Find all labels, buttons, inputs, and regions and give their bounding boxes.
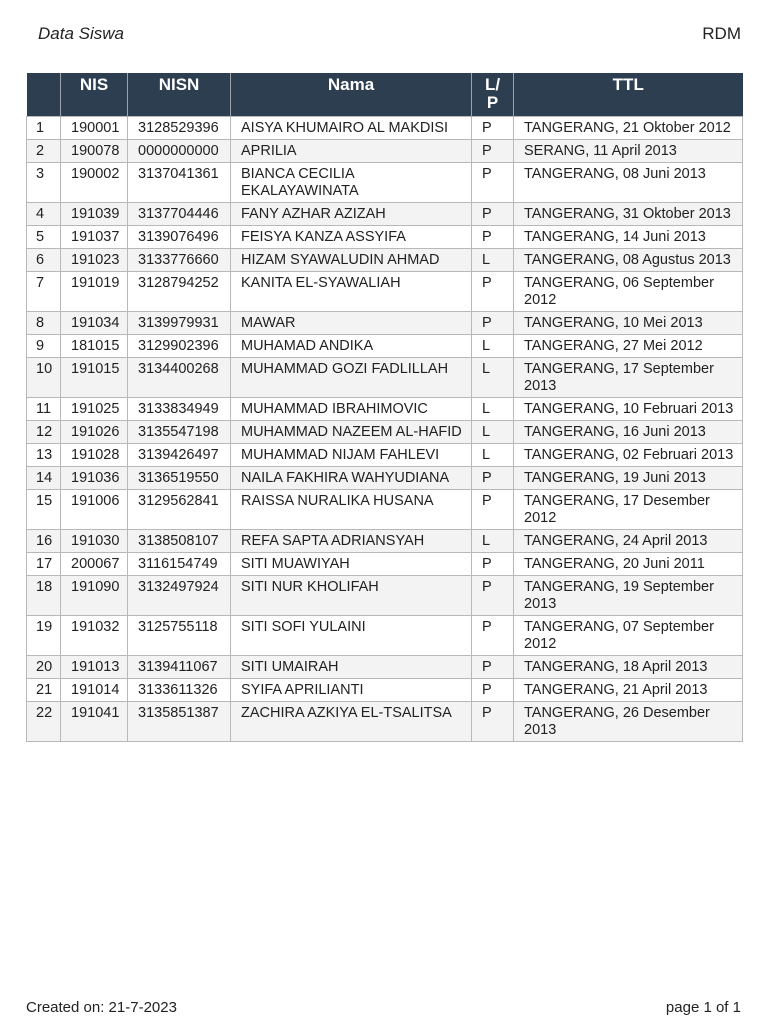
cell-ttl: TANGERANG, 18 April 2013	[514, 656, 743, 679]
cell-no: 17	[27, 553, 61, 576]
cell-nisn: 3137041361	[128, 163, 231, 203]
cell-nis: 191028	[61, 444, 128, 467]
cell-nis: 191026	[61, 421, 128, 444]
table-row	[27, 226, 743, 249]
cell-nis: 191014	[61, 679, 128, 702]
table-header-row	[27, 73, 743, 117]
cell-no: 18	[27, 576, 61, 616]
cell-no: 10	[27, 358, 61, 398]
cell-gender: L	[472, 358, 514, 398]
cell-gender: P	[472, 117, 514, 140]
cell-nisn: 3135547198	[128, 421, 231, 444]
cell-nisn: 3136519550	[128, 467, 231, 490]
cell-no: 7	[27, 272, 61, 312]
cell-no: 20	[27, 656, 61, 679]
cell-ttl: TANGERANG, 16 Juni 2013	[514, 421, 743, 444]
cell-nis: 191034	[61, 312, 128, 335]
cell-no: 4	[27, 203, 61, 226]
cell-gender: L	[472, 249, 514, 272]
cell-nis: 191023	[61, 249, 128, 272]
cell-nis: 191006	[61, 490, 128, 530]
cell-nama: SITI UMAIRAH	[231, 656, 472, 679]
cell-no: 22	[27, 702, 61, 742]
table-row	[27, 398, 743, 421]
cell-ttl: TANGERANG, 07 September 2012	[514, 616, 743, 656]
cell-nis: 191013	[61, 656, 128, 679]
cell-no: 14	[27, 467, 61, 490]
cell-nisn: 3125755118	[128, 616, 231, 656]
cell-ttl: TANGERANG, 10 Mei 2013	[514, 312, 743, 335]
cell-ttl: TANGERANG, 02 Februari 2013	[514, 444, 743, 467]
cell-nama: SITI SOFI YULAINI	[231, 616, 472, 656]
cell-gender: P	[472, 490, 514, 530]
table-row	[27, 553, 743, 576]
cell-gender: P	[472, 576, 514, 616]
cell-nisn: 3116154749	[128, 553, 231, 576]
cell-nis: 191019	[61, 272, 128, 312]
column-header-gender: L/ P	[472, 73, 514, 117]
cell-ttl: TANGERANG, 24 April 2013	[514, 530, 743, 553]
cell-nis: 191036	[61, 467, 128, 490]
cell-nis: 191041	[61, 702, 128, 742]
cell-nisn: 3129902396	[128, 335, 231, 358]
cell-nis: 191037	[61, 226, 128, 249]
cell-nisn: 3129562841	[128, 490, 231, 530]
cell-nama: RAISSA NURALIKA HUSANA	[231, 490, 472, 530]
cell-gender: P	[472, 467, 514, 490]
table-row	[27, 530, 743, 553]
cell-nis: 191025	[61, 398, 128, 421]
table-row	[27, 272, 743, 312]
cell-nisn: 3137704446	[128, 203, 231, 226]
cell-ttl: TANGERANG, 27 Mei 2012	[514, 335, 743, 358]
table-row	[27, 312, 743, 335]
column-header-ttl: TTL	[514, 73, 743, 117]
cell-nisn: 3139426497	[128, 444, 231, 467]
cell-gender: L	[472, 398, 514, 421]
table-row	[27, 616, 743, 656]
table-row	[27, 576, 743, 616]
cell-nama: SITI NUR KHOLIFAH	[231, 576, 472, 616]
table-row	[27, 467, 743, 490]
cell-no: 19	[27, 616, 61, 656]
cell-ttl: TANGERANG, 21 Oktober 2012	[514, 117, 743, 140]
cell-no: 13	[27, 444, 61, 467]
table-row	[27, 358, 743, 398]
cell-nisn: 3132497924	[128, 576, 231, 616]
cell-nis: 191015	[61, 358, 128, 398]
table-row	[27, 203, 743, 226]
cell-nisn: 3139411067	[128, 656, 231, 679]
cell-nisn: 3135851387	[128, 702, 231, 742]
cell-gender: P	[472, 679, 514, 702]
cell-no: 2	[27, 140, 61, 163]
table-row	[27, 249, 743, 272]
table-row	[27, 656, 743, 679]
cell-nisn: 3133611326	[128, 679, 231, 702]
table-row	[27, 163, 743, 203]
cell-nis: 181015	[61, 335, 128, 358]
cell-no: 3	[27, 163, 61, 203]
table-body	[27, 117, 743, 742]
cell-gender: P	[472, 163, 514, 203]
cell-nama: BIANCA CECILIA EKALAYAWINATA	[231, 163, 472, 203]
cell-no: 1	[27, 117, 61, 140]
cell-nisn: 3139979931	[128, 312, 231, 335]
cell-nisn: 3133776660	[128, 249, 231, 272]
cell-no: 21	[27, 679, 61, 702]
cell-nis: 191032	[61, 616, 128, 656]
cell-nisn: 3128794252	[128, 272, 231, 312]
cell-nama: HIZAM SYAWALUDIN AHMAD	[231, 249, 472, 272]
cell-nisn: 3134400268	[128, 358, 231, 398]
document-code: RDM	[702, 24, 741, 43]
cell-nama: MAWAR	[231, 312, 472, 335]
table-row	[27, 117, 743, 140]
table-row	[27, 679, 743, 702]
created-date: Created on: 21-7-2023	[26, 999, 177, 1016]
cell-gender: P	[472, 553, 514, 576]
cell-nisn: 0000000000	[128, 140, 231, 163]
cell-gender: L	[472, 335, 514, 358]
cell-nama: MUHAMMAD IBRAHIMOVIC	[231, 398, 472, 421]
cell-no: 15	[27, 490, 61, 530]
column-header-nama: Nama	[231, 73, 472, 117]
cell-nis: 190002	[61, 163, 128, 203]
cell-gender: P	[472, 656, 514, 679]
cell-ttl: TANGERANG, 26 Desember 2013	[514, 702, 743, 742]
cell-nisn: 3128529396	[128, 117, 231, 140]
cell-gender: L	[472, 421, 514, 444]
cell-nama: AISYA KHUMAIRO AL MAKDISI	[231, 117, 472, 140]
cell-nama: MUHAMAD ANDIKA	[231, 335, 472, 358]
cell-nisn: 3138508107	[128, 530, 231, 553]
table-row	[27, 702, 743, 742]
cell-nama: ZACHIRA AZKIYA EL-TSALITSA	[231, 702, 472, 742]
cell-nis: 200067	[61, 553, 128, 576]
column-header-nisn: NISN	[128, 73, 231, 117]
cell-nama: MUHAMMAD GOZI FADLILLAH	[231, 358, 472, 398]
cell-nama: APRILIA	[231, 140, 472, 163]
table-row	[27, 421, 743, 444]
cell-nis: 190001	[61, 117, 128, 140]
cell-ttl: TANGERANG, 17 Desember 2012	[514, 490, 743, 530]
cell-nis: 191030	[61, 530, 128, 553]
cell-ttl: TANGERANG, 08 Agustus 2013	[514, 249, 743, 272]
cell-nama: SYIFA APRILIANTI	[231, 679, 472, 702]
cell-no: 12	[27, 421, 61, 444]
table-row	[27, 444, 743, 467]
table-row	[27, 490, 743, 530]
cell-nama: FANY AZHAR AZIZAH	[231, 203, 472, 226]
cell-nama: NAILA FAKHIRA WAHYUDIANA	[231, 467, 472, 490]
cell-ttl: TANGERANG, 06 September 2012	[514, 272, 743, 312]
table-row	[27, 335, 743, 358]
column-header-nis: NIS	[61, 73, 128, 117]
cell-nama: REFA SAPTA ADRIANSYAH	[231, 530, 472, 553]
cell-no: 16	[27, 530, 61, 553]
cell-nama: FEISYA KANZA ASSYIFA	[231, 226, 472, 249]
cell-gender: P	[472, 140, 514, 163]
cell-ttl: TANGERANG, 20 Juni 2011	[514, 553, 743, 576]
column-header-no	[27, 73, 61, 117]
cell-no: 11	[27, 398, 61, 421]
cell-gender: L	[472, 530, 514, 553]
cell-ttl: TANGERANG, 14 Juni 2013	[514, 226, 743, 249]
cell-no: 5	[27, 226, 61, 249]
cell-no: 6	[27, 249, 61, 272]
cell-ttl: TANGERANG, 17 September 2013	[514, 358, 743, 398]
student-table	[26, 73, 743, 742]
cell-nisn: 3139076496	[128, 226, 231, 249]
cell-ttl: TANGERANG, 31 Oktober 2013	[514, 203, 743, 226]
cell-gender: P	[472, 272, 514, 312]
cell-no: 8	[27, 312, 61, 335]
table-row	[27, 140, 743, 163]
page-number: page 1 of 1	[665, 999, 741, 1016]
cell-gender: P	[472, 226, 514, 249]
cell-nis: 190078	[61, 140, 128, 163]
cell-nama: MUHAMMAD NIJAM FAHLEVI	[231, 444, 472, 467]
cell-nisn: 3133834949	[128, 398, 231, 421]
cell-ttl: TANGERANG, 10 Februari 2013	[514, 398, 743, 421]
cell-nis: 191039	[61, 203, 128, 226]
cell-nama: MUHAMMAD NAZEEM AL-HAFID	[231, 421, 472, 444]
cell-nis: 191090	[61, 576, 128, 616]
cell-nama: KANITA EL-SYAWALIAH	[231, 272, 472, 312]
cell-gender: P	[472, 702, 514, 742]
cell-ttl: TANGERANG, 19 September 2013	[514, 576, 743, 616]
cell-no: 9	[27, 335, 61, 358]
cell-ttl: TANGERANG, 21 April 2013	[514, 679, 743, 702]
cell-gender: L	[472, 444, 514, 467]
document-title: Data Siswa	[38, 24, 124, 43]
cell-ttl: TANGERANG, 08 Juni 2013	[514, 163, 743, 203]
cell-nama: SITI MUAWIYAH	[231, 553, 472, 576]
cell-gender: P	[472, 616, 514, 656]
cell-gender: P	[472, 312, 514, 335]
cell-gender: P	[472, 203, 514, 226]
cell-ttl: TANGERANG, 19 Juni 2013	[514, 467, 743, 490]
cell-ttl: SERANG, 11 April 2013	[514, 140, 743, 163]
